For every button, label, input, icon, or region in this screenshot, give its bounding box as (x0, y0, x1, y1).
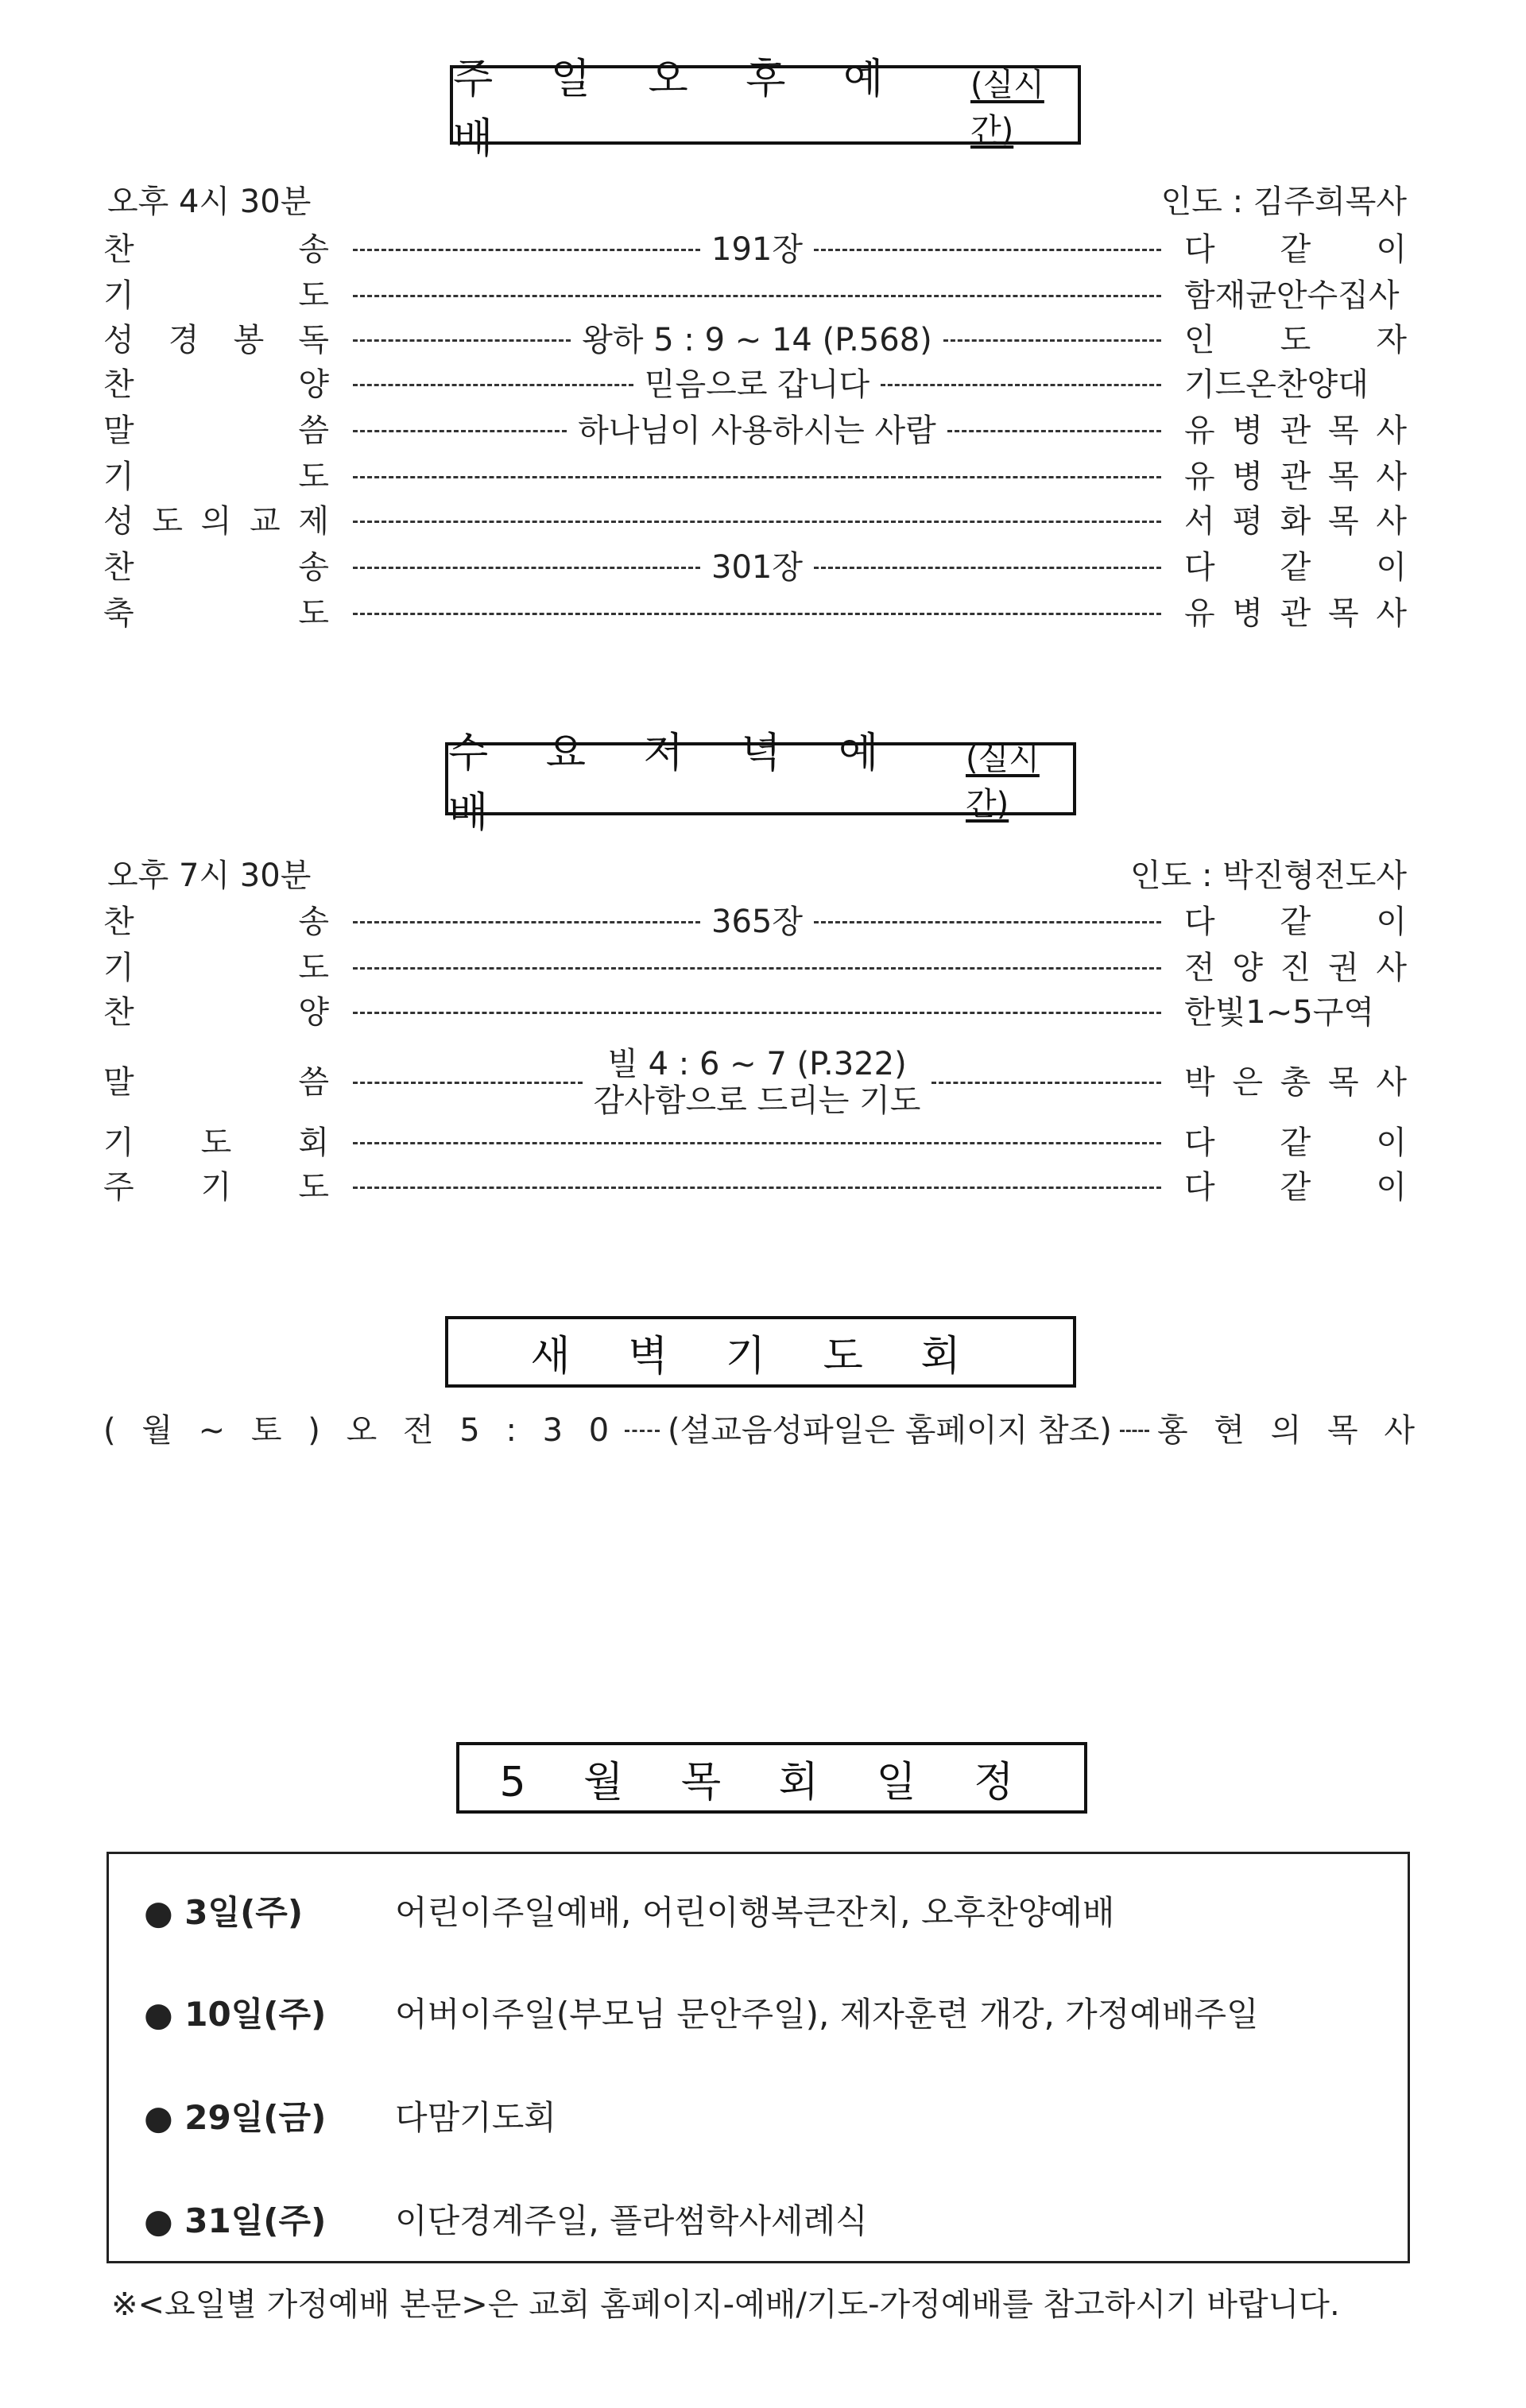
order-person-char: 사 (1376, 1064, 1407, 1101)
order-person (1184, 1121, 1407, 1165)
order-person (1184, 545, 1407, 590)
order-label (103, 318, 329, 362)
order-person-char: 병 (1232, 595, 1263, 632)
order-label-char: 도 (152, 503, 183, 540)
schedule-description: 이단경계주일, 플라썸학사세례식 (395, 2201, 868, 2240)
order-detail-text: 301장 (711, 549, 803, 586)
order-person (1184, 362, 1407, 407)
may-schedule-title-box (456, 1742, 1087, 1814)
dash-leader (353, 613, 1161, 615)
order-detail (342, 1044, 1172, 1121)
schedule-description: 다맘기도회 (395, 2098, 556, 2137)
order-detail (342, 990, 1172, 1035)
dash-leader (353, 1082, 583, 1084)
order-label (103, 946, 329, 990)
order-person (1184, 318, 1407, 362)
dawn-prayer-days: ( 월 ~ 토 ) 오 전 5 : 3 0 (103, 1412, 618, 1449)
order-person-char: 기드온찬양대 (1184, 366, 1369, 403)
order-label (103, 499, 329, 544)
order-label-char: 찬 (103, 231, 134, 268)
order-row (0, 1165, 1526, 1210)
wednesday-service-time: 오후 7시 30분 (107, 858, 312, 894)
order-person-char: 사 (1376, 459, 1407, 495)
dawn-prayer-note: (설교음성파일은 홈페이지 참조) (667, 1412, 1112, 1449)
order-person (1184, 227, 1407, 272)
order-row (0, 455, 1526, 499)
order-person-char: 관 (1280, 459, 1311, 495)
order-person-char: 다 (1184, 549, 1215, 586)
order-label (103, 362, 329, 407)
order-label (103, 273, 329, 318)
order-person-char: 같 (1280, 904, 1311, 940)
order-detail (342, 1121, 1172, 1165)
order-person-char: 사 (1376, 412, 1407, 449)
dash-leader (353, 430, 567, 432)
dash-leader (947, 430, 1161, 432)
order-person-char: 총 (1280, 1064, 1311, 1101)
order-person-char: 은 (1232, 1064, 1263, 1101)
dash-leader (625, 1430, 660, 1432)
wednesday-service-title-box (445, 730, 1076, 837)
order-person-char: 목 (1327, 595, 1359, 632)
order-detail-text: 365장 (711, 904, 803, 940)
schedule-date: ● 29일(금) (144, 2098, 327, 2137)
order-label-char: 양 (298, 366, 329, 403)
sunday-service-realtime-label: (실시간) (970, 67, 1044, 149)
order-person-char: 서 (1184, 503, 1215, 540)
sunday-service-title-box (450, 56, 1081, 163)
dash-leader (353, 521, 1161, 523)
order-detail (342, 900, 1172, 944)
schedule-item (109, 2094, 1381, 2142)
order-label-char: 기 (103, 459, 134, 495)
order-label (103, 1165, 329, 1210)
dash-leader (353, 1187, 1161, 1189)
order-label (103, 1044, 329, 1121)
order-detail (342, 545, 1172, 590)
order-person-char: 이 (1376, 1169, 1407, 1206)
dash-leader (353, 967, 1161, 970)
order-person (1184, 499, 1407, 544)
order-person (1184, 946, 1407, 990)
order-person-char: 사 (1376, 503, 1407, 540)
order-person-char: 다 (1184, 1169, 1215, 1206)
order-label-char: 축 (103, 595, 134, 632)
order-detail (342, 1165, 1172, 1210)
order-detail (342, 591, 1172, 636)
order-person-char: 이 (1376, 549, 1407, 586)
order-label-char: 기 (103, 950, 134, 986)
dash-leader (353, 1142, 1161, 1144)
order-label (103, 1121, 329, 1165)
schedule-description: 어버이주일(부모님 문안주일), 제자훈련 개강, 가정예배주일 (395, 1995, 1259, 2034)
order-person-char: 다 (1184, 904, 1215, 940)
sunday-service-time: 오후 4시 30분 (107, 184, 312, 220)
order-row (0, 990, 1526, 1035)
dash-leader (353, 567, 700, 569)
order-label-char: 성 (103, 322, 134, 358)
order-person-char: 유 (1184, 459, 1215, 495)
order-detail-line: 감사함으로 드리는 기도 (593, 1082, 921, 1119)
order-label-char: 송 (298, 549, 329, 586)
order-row (0, 900, 1526, 944)
order-person-char: 진 (1280, 950, 1311, 986)
dash-leader (353, 1012, 1161, 1014)
order-label-char: 씀 (298, 1064, 329, 1101)
order-label (103, 227, 329, 272)
order-label-char: 도 (298, 595, 329, 632)
order-label-char: 기 (200, 1169, 232, 1206)
schedule-date: ● 31일(주) (144, 2201, 327, 2240)
order-label-char: 주 (103, 1169, 134, 1206)
schedule-date-text: 10일(주) (184, 1995, 327, 2034)
order-person-char: 사 (1376, 595, 1407, 632)
schedule-item (109, 1991, 1381, 2038)
order-row (0, 362, 1526, 407)
order-label (103, 900, 329, 944)
order-person-char: 평 (1232, 503, 1263, 540)
wednesday-service-realtime-label: (실시간) (965, 741, 1040, 823)
schedule-date-text: 3일(주) (184, 1893, 304, 1932)
dawn-prayer-person: 홍 현 의 목 사 (1156, 1412, 1423, 1449)
order-label-char: 기 (103, 1125, 134, 1161)
order-label-char: 양 (298, 994, 329, 1031)
order-detail (342, 227, 1172, 272)
order-label-char: 도 (298, 459, 329, 495)
order-person-char: 목 (1327, 503, 1359, 540)
order-person-char: 병 (1232, 412, 1263, 449)
order-person-char: 목 (1327, 459, 1359, 495)
order-detail-line: 빌 4 : 6 ~ 7 (P.322) (607, 1046, 907, 1082)
dawn-prayer-title-box (445, 1316, 1076, 1388)
order-detail-text: 왕하 5 : 9 ~ 14 (P.568) (582, 322, 932, 358)
dash-leader (353, 339, 571, 342)
order-person-char: 관 (1280, 595, 1311, 632)
order-person-char: 사 (1376, 950, 1407, 986)
order-person-char: 전 (1184, 950, 1215, 986)
order-label (103, 591, 329, 636)
order-person-char: 다 (1184, 231, 1215, 268)
order-label-char: 봉 (233, 322, 265, 358)
order-person (1184, 900, 1407, 944)
order-person-char: 같 (1280, 1125, 1311, 1161)
order-detail (342, 318, 1172, 362)
order-label-char: 회 (298, 1125, 329, 1161)
order-person (1184, 990, 1407, 1035)
footnote: ※<요일별 가정예배 본문>은 교회 홈페이지-예배/기도-가정예배를 참고하시기 바랍니다. (111, 2286, 1340, 2323)
dash-leader (353, 295, 1161, 297)
schedule-description: 어린이주일예배, 어린이행복큰잔치, 오후찬양예배 (395, 1893, 1115, 1932)
dash-leader (943, 339, 1161, 342)
order-detail (342, 408, 1172, 453)
order-row (0, 545, 1526, 590)
order-person-char: 관 (1280, 412, 1311, 449)
order-person-char: 목 (1327, 412, 1359, 449)
order-label-char: 말 (103, 412, 134, 449)
order-detail (342, 499, 1172, 544)
order-detail-text: 191장 (711, 231, 803, 268)
order-row (0, 1121, 1526, 1165)
order-detail (342, 455, 1172, 499)
schedule-item (109, 1889, 1381, 1937)
order-person-char: 자 (1376, 322, 1407, 358)
order-person-char: 권 (1327, 950, 1359, 986)
order-label-char: 말 (103, 1064, 134, 1101)
order-row (0, 273, 1526, 318)
order-label (103, 545, 329, 590)
order-row (0, 591, 1526, 636)
order-person-char: 화 (1280, 503, 1311, 540)
order-label-char: 도 (298, 277, 329, 314)
wednesday-service-title: 수 요 저 녁 예 배 (448, 730, 901, 837)
order-person-char: 다 (1184, 1125, 1215, 1161)
dash-leader (881, 384, 1161, 386)
dash-leader (353, 921, 700, 923)
order-person-char: 이 (1376, 904, 1407, 940)
order-label-char: 제 (298, 503, 329, 540)
order-label-char: 독 (298, 322, 329, 358)
order-label (103, 408, 329, 453)
order-person-char: 이 (1376, 231, 1407, 268)
may-schedule-title: 5 월 목 회 일 정 (499, 1758, 1036, 1806)
order-label-char: 찬 (103, 366, 134, 403)
order-person (1184, 408, 1407, 453)
dash-leader (814, 921, 1161, 923)
order-person (1184, 1165, 1407, 1210)
order-label-char: 의 (200, 503, 232, 540)
order-label-char: 교 (249, 503, 281, 540)
order-person-char: 함재균안수집사 (1184, 277, 1400, 314)
may-schedule-box (107, 1852, 1410, 2263)
sunday-service-title: 주 일 오 후 예 배 (453, 56, 906, 163)
order-label-char: 기 (103, 277, 134, 314)
order-label (103, 990, 329, 1035)
sunday-service-leader: 인도 : 김주희목사 (1160, 184, 1407, 220)
order-row (0, 408, 1526, 453)
schedule-date: ● 3일(주) (144, 1893, 304, 1932)
dash-leader (814, 249, 1161, 251)
dash-leader (353, 384, 633, 386)
schedule-item (109, 2197, 1381, 2245)
order-person (1184, 591, 1407, 636)
order-detail-text: 믿음으로 갑니다 (644, 366, 870, 403)
order-label-char: 경 (168, 322, 199, 358)
order-detail (342, 362, 1172, 407)
order-label-char: 찬 (103, 994, 134, 1031)
order-label-char: 송 (298, 231, 329, 268)
order-person-char: 같 (1280, 549, 1311, 586)
order-person-char: 같 (1280, 1169, 1311, 1206)
schedule-date-text: 31일(주) (184, 2201, 327, 2240)
order-detail (342, 273, 1172, 318)
dash-leader (353, 249, 700, 251)
order-label-char: 씀 (298, 412, 329, 449)
order-person-char: 양 (1232, 950, 1263, 986)
order-person (1184, 273, 1407, 318)
order-label-char: 송 (298, 904, 329, 940)
dash-leader (814, 567, 1161, 569)
order-person (1184, 1044, 1407, 1121)
order-row (0, 1044, 1526, 1121)
order-person-char: 도 (1280, 322, 1311, 358)
order-person-char: 유 (1184, 595, 1215, 632)
order-person-char: 병 (1232, 459, 1263, 495)
order-label-char: 성 (103, 503, 134, 540)
order-row (0, 318, 1526, 362)
schedule-date: ● 10일(주) (144, 1995, 327, 2034)
dash-leader (353, 476, 1161, 478)
dash-leader (931, 1082, 1161, 1084)
dawn-prayer-title: 새 벽 기 도 회 (530, 1332, 983, 1380)
order-detail-text: 하나님이 사용하시는 사람 (578, 412, 936, 449)
order-person-char: 목 (1327, 1064, 1359, 1101)
order-person-char: 유 (1184, 412, 1215, 449)
dawn-prayer-row (103, 1407, 1423, 1454)
order-row (0, 499, 1526, 544)
order-row (0, 227, 1526, 272)
order-person-char: 한빛1~5구역 (1184, 994, 1374, 1031)
order-person (1184, 455, 1407, 499)
order-detail (342, 946, 1172, 990)
order-person-char: 같 (1280, 231, 1311, 268)
order-label (103, 455, 329, 499)
order-label-char: 도 (298, 950, 329, 986)
wednesday-service-leader: 인도 : 박진형전도사 (1129, 858, 1407, 894)
order-row (0, 946, 1526, 990)
order-person-char: 인 (1184, 322, 1215, 358)
order-label-char: 찬 (103, 904, 134, 940)
dash-leader (1120, 1430, 1149, 1432)
order-label-char: 찬 (103, 549, 134, 586)
order-label-char: 도 (298, 1169, 329, 1206)
order-label-char: 도 (200, 1125, 232, 1161)
schedule-date-text: 29일(금) (184, 2098, 327, 2137)
order-person-char: 이 (1376, 1125, 1407, 1161)
order-person-char: 박 (1184, 1064, 1215, 1101)
